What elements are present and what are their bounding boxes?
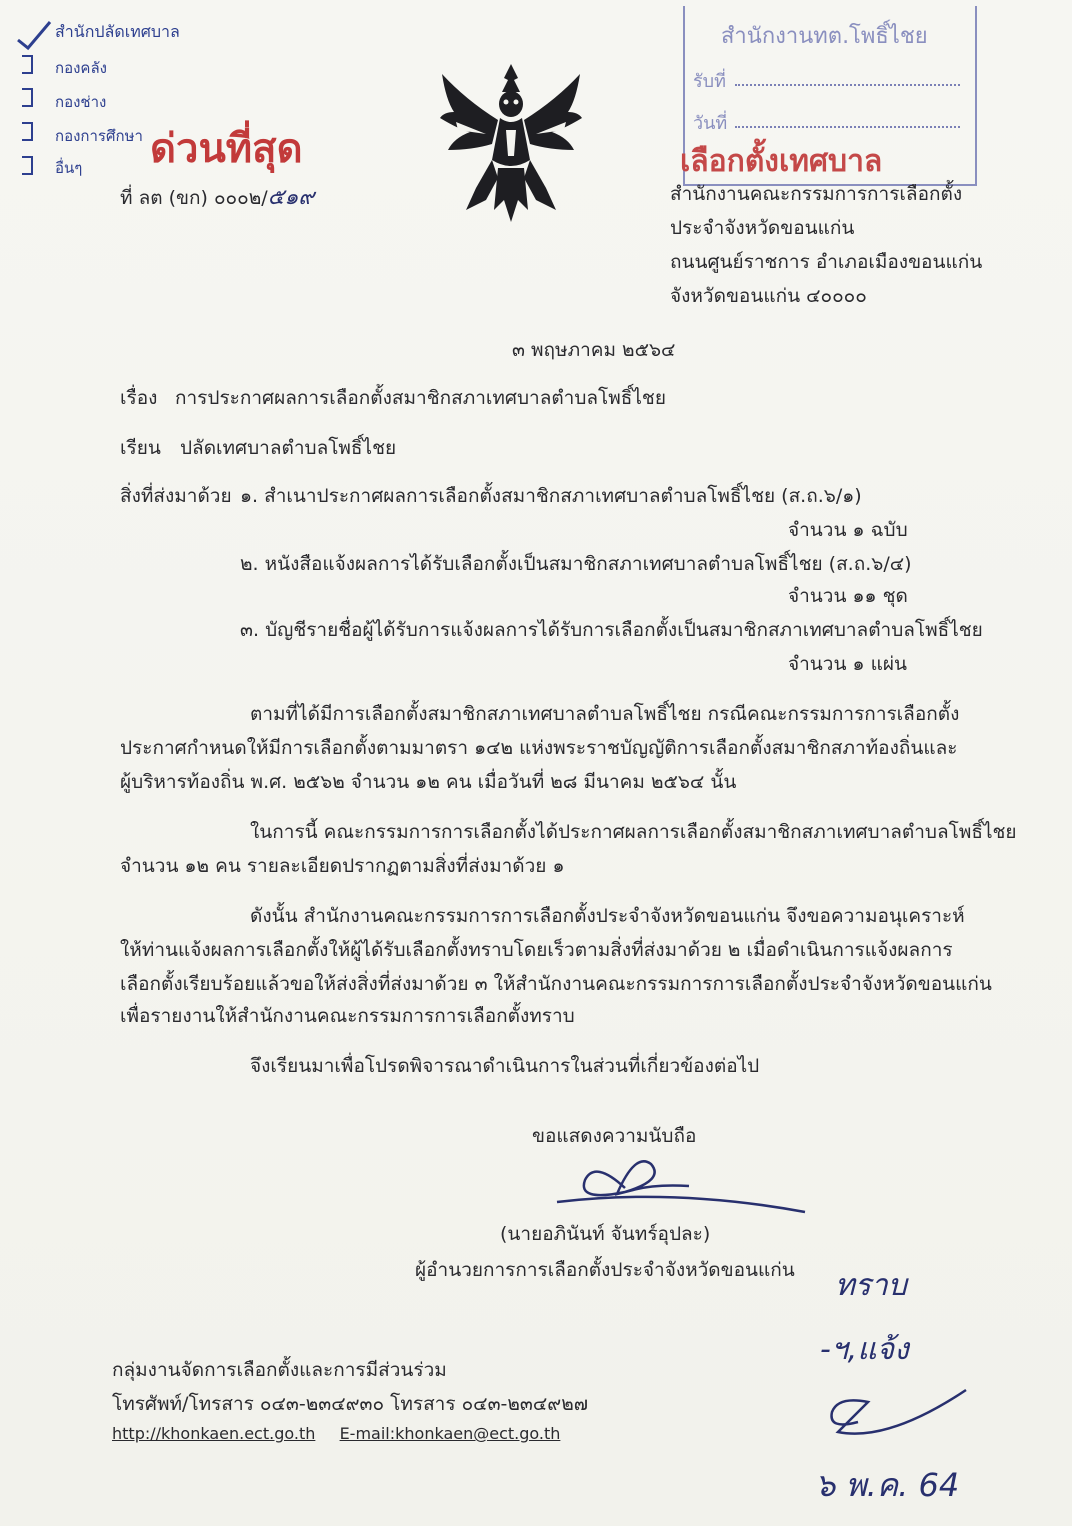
body-line: ให้ท่านแจ้งผลการเลือกตั้งให้ผู้ได้รับเลือกตั้งทราบโดยเร็วตามสิ่งที่ส่งมาด้วย ๒ เมื่อดำเนินการแจ้งผลการ: [120, 939, 953, 961]
initials-icon: [808, 1382, 978, 1452]
enclosure-item: ๒. หนังสือแจ้งผลการได้รับเลือกตั้งเป็นสมาชิกสภาเทศบาลตำบลโพธิ์ไชย (ส.ถ.๖/๔): [240, 553, 912, 575]
closing-request: จึงเรียนมาเพื่อโปรดพิจารณาดำเนินการในส่วนที่เกี่ยวข้องต่อไป: [250, 1055, 760, 1077]
enclosure-quantity: จำนวน ๑๑ ชุด: [788, 585, 908, 607]
salutation-text: ปลัดเทศบาลตำบลโพธิ์ไชย: [180, 437, 397, 459]
body-line: ดังนั้น สำนักงานคณะกรรมการการเลือกตั้งประจำจังหวัดขอนแก่น จึงขอความอนุเคราะห์: [250, 905, 965, 927]
sender-line: จังหวัดขอนแก่น ๔๐๐๐๐: [670, 285, 867, 307]
signatory-name: (นายอภินันท์ จันทร์อุปละ): [500, 1223, 711, 1245]
signatory-position: ผู้อำนวยการการเลือกตั้งประจำจังหวัดขอนแก่น: [415, 1259, 795, 1281]
reference-label: ที่ ลต (ขก) ๐๐๐๒/: [120, 187, 268, 209]
footer-contacts: [112, 1424, 560, 1443]
sender-line: ถนนศูนย์ราชการ อำเภอเมืองขอนแก่น: [670, 251, 983, 273]
reference-handwritten: ๕๑๙: [267, 185, 315, 210]
body-line: เพื่อรายงานให้สำนักงานคณะกรรมการการเลือกตั้งทราบ: [120, 1005, 575, 1027]
handwritten-note: -ฯ,แจ้ง: [820, 1332, 909, 1367]
routing-item: กองคลัง: [55, 59, 107, 77]
stamp-line: [735, 126, 960, 128]
signature-icon: [555, 1150, 815, 1230]
stamp-line: [735, 84, 960, 86]
routing-item: อื่นๆ: [55, 159, 83, 177]
subject-label: เรื่อง: [120, 387, 158, 409]
stamp-date-label: วันที่: [693, 113, 728, 134]
subject-text: การประกาศผลการเลือกตั้งสมาชิกสภาเทศบาลตำบลโพธิ์ไชย: [175, 387, 666, 409]
reference-number: [120, 186, 314, 210]
sender-line: สำนักงานคณะกรรมการการเลือกตั้ง: [670, 183, 963, 205]
footer-department: กลุ่มงานจัดการเลือกตั้งและการมีส่วนร่วม: [112, 1359, 447, 1381]
complimentary-close: ขอแสดงความนับถือ: [532, 1125, 697, 1147]
stamp-office: สำนักงานทต.โพธิ์ไชย: [721, 24, 928, 49]
enclosure-quantity: จำนวน ๑ แผ่น: [788, 653, 907, 675]
body-line: เลือกตั้งเรียบร้อยแล้วขอให้ส่งสิ่งที่ส่งมาด้วย ๓ ให้สำนักงานคณะกรรมการการเลือกตั้งประจำจังหวัดขอนแก่น: [120, 973, 992, 995]
enclosure-quantity: จำนวน ๑ ฉบับ: [788, 519, 908, 541]
body-line: จำนวน ๑๒ คน รายละเอียดปรากฏตามสิ่งที่ส่งมาด้วย ๑: [120, 855, 565, 877]
email-link[interactable]: E-mail:khonkaen@ect.go.th: [339, 1424, 561, 1443]
body-line: ประกาศกำหนดให้มีการเลือกตั้งตามมาตรา ๑๔๒ แห่งพระราชบัญญัติการเลือกตั้งสมาชิกสภาท้องถิ่นและ: [120, 737, 958, 759]
body-line: ผู้บริหารท้องถิ่น พ.ศ. ๒๕๖๒ จำนวน ๑๒ คน เมื่อวันที่ ๒๘ มีนาคม ๒๕๖๔ นั้น: [120, 771, 737, 793]
footer-phone: โทรศัพท์/โทรสาร ๐๔๓-๒๓๔๙๓๐ โทรสาร ๐๔๓-๒๓๔๙๒๗: [112, 1393, 589, 1415]
stamp-no-label: รับที่: [693, 71, 726, 92]
salutation-label: เรียน: [120, 437, 161, 459]
handwritten-note: ทราบ: [835, 1268, 907, 1303]
checkbox-icon: [22, 55, 33, 74]
body-line: ตามที่ได้มีการเลือกตั้งสมาชิกสภาเทศบาลตำบลโพธิ์ไชย กรณีคณะกรรมการการเลือกตั้ง: [250, 703, 960, 725]
checkbox-icon: [22, 122, 33, 141]
checkbox-icon: [22, 88, 33, 107]
enclosure-item: ๓. บัญชีรายชื่อผู้ได้รับการแจ้งผลการได้รับการเลือกตั้งเป็นสมาชิกสภาเทศบาลตำบลโพธิ์ไชย: [240, 619, 983, 641]
garuda-emblem-icon: [436, 60, 586, 230]
sender-line: ประจำจังหวัดขอนแก่น: [670, 217, 855, 239]
checkbox-icon: [22, 156, 33, 175]
enclosure-item: ๑. สำเนาประกาศผลการเลือกตั้งสมาชิกสภาเทศบาลตำบลโพธิ์ไชย (ส.ถ.๖/๑): [240, 485, 862, 507]
letter-date: ๓ พฤษภาคม ๒๕๖๔: [512, 339, 676, 361]
routing-item: กองการศึกษา: [55, 127, 143, 145]
urgent-stamp: ด่วนที่สุด: [150, 126, 303, 172]
routing-item: กองช่าง: [55, 93, 107, 111]
routing-item: สำนักปลัดเทศบาล: [55, 22, 180, 41]
election-stamp: เลือกตั้งเทศบาล: [680, 144, 883, 179]
handwritten-date: ๖ พ.ค. 64: [815, 1466, 960, 1504]
body-line: ในการนี้ คณะกรรมการการเลือกตั้งได้ประกาศผลการเลือกตั้งสมาชิกสภาเทศบาลตำบลโพธิ์ไชย: [250, 821, 1017, 843]
website-link[interactable]: http://khonkaen.ect.go.th: [112, 1424, 316, 1443]
checkmark-icon: [14, 18, 54, 52]
enclosures-label: สิ่งที่ส่งมาด้วย: [120, 485, 232, 507]
